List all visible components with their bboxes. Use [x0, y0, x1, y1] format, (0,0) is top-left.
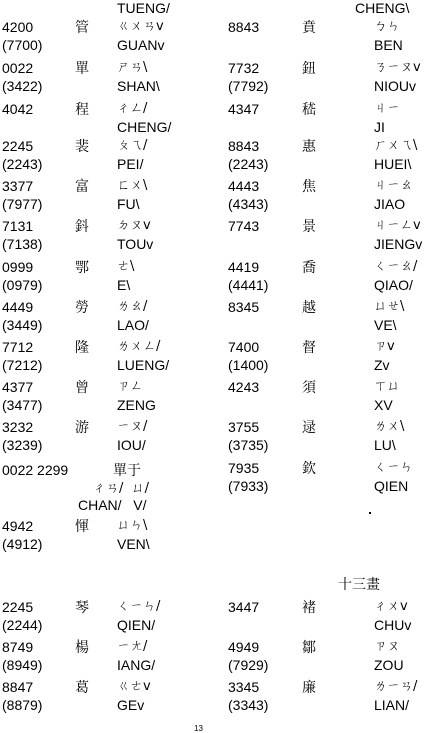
entry [226, 58, 432, 100]
entry-code-alt: (7792) [228, 78, 269, 94]
entry-code-alt: (3477) [2, 397, 43, 413]
entry-zhuyin: ㄑㄧㄠ/ [374, 259, 418, 274]
entry-code: 7935 [228, 460, 260, 476]
entry [0, 677, 216, 719]
entry-zhuyin: ㄌㄠ/ [117, 299, 148, 314]
entry-character: 鄒 [302, 640, 316, 656]
entry-code: 4200 [2, 19, 34, 35]
entry-code-alt: (1400) [228, 357, 269, 373]
entry [0, 216, 216, 258]
entry [0, 136, 216, 178]
entry-code: 4243 [228, 379, 260, 395]
entry-zhuyin: ㄉㄡv [117, 218, 151, 233]
entry-zhuyin: ㄋㄧㄡv [374, 60, 421, 75]
entry-romanization: PEI/ [117, 156, 144, 172]
entry [0, 597, 216, 639]
entry-code-alt: (7929) [228, 657, 269, 673]
entry-code: 0022 2299 [2, 462, 69, 478]
entry-character: 須 [302, 380, 316, 396]
entry [0, 516, 216, 558]
entry-zhuyin: ㄗv [374, 339, 395, 354]
entry [0, 17, 216, 59]
entry-code-alt: (7933) [228, 478, 269, 494]
entry-romanization: QIEN [374, 478, 409, 494]
entry-character: 程 [75, 102, 89, 118]
entry [226, 337, 432, 379]
entry-character: 惲 [75, 519, 89, 535]
entry [226, 597, 432, 639]
entry-character: 富 [75, 179, 89, 195]
entry-character: 隆 [75, 340, 89, 356]
continuation-left: TUENG/ [117, 0, 170, 16]
entry-character: 勞 [75, 300, 89, 316]
entry [226, 136, 432, 178]
speck-mark [369, 512, 371, 514]
entry-romanization: SHAN\ [117, 78, 160, 94]
entry-character: 惠 [302, 139, 316, 155]
entry [226, 297, 432, 339]
entry-character: 欽 [302, 461, 316, 477]
entry-romanization: QIAO/ [374, 277, 413, 293]
entry [226, 637, 432, 679]
entry-character: 曾 [75, 380, 89, 396]
entry-code: 8843 [228, 19, 260, 35]
entry-romanization: VEN\ [117, 536, 150, 552]
entry-character: 葛 [75, 680, 89, 696]
page-number: 13 [194, 724, 203, 733]
entry-character: 單 [75, 61, 89, 77]
entry [0, 637, 216, 679]
entry-code-alt: (3343) [228, 697, 269, 713]
entry-code: 2245 [2, 599, 34, 615]
entry [0, 176, 216, 218]
entry-romanization: JIAO [374, 196, 406, 212]
entry-code-alt: (3239) [2, 437, 43, 453]
entry-character: 嵇 [302, 102, 316, 118]
entry [0, 417, 216, 459]
entry-zhuyin: ㄌㄨㄥ/ [117, 339, 161, 354]
entry-character: 焦 [302, 179, 316, 195]
entry-code: 4949 [228, 639, 260, 655]
entry-code-alt: (8949) [2, 657, 43, 673]
entry-code: 4449 [2, 299, 34, 315]
entry-code-alt: (4912) [2, 536, 43, 552]
entry-zhuyin: ㄏㄨㄟ\ [374, 138, 418, 153]
entry [226, 216, 432, 258]
entry-code: 4042 [2, 101, 34, 117]
entry-code: 3377 [2, 178, 34, 194]
entry [0, 257, 216, 299]
entry-romanization: LIAN/ [374, 697, 410, 713]
entry-romanization: JI [374, 119, 385, 135]
entry-zhuyin: ㄔㄢ/ ㄩ/ [93, 481, 150, 496]
entry-zhuyin: ㄑㄧㄣ/ [117, 599, 161, 614]
entry-code: 3447 [228, 599, 260, 615]
entry-code-alt: (3449) [2, 317, 43, 333]
entry-zhuyin: ㄜ\ [117, 259, 135, 274]
entry-zhuyin: ㄈㄨ\ [117, 178, 148, 193]
entry-code: 8843 [228, 138, 260, 154]
entry-zhuyin: ㄆㄟ/ [117, 138, 148, 153]
entry [0, 377, 216, 419]
entry-zhuyin: ㄗㄡ [374, 639, 401, 654]
entry-code: 4419 [228, 259, 260, 275]
entry-code-alt: (2243) [228, 156, 269, 172]
entry-code: 0022 [2, 60, 34, 76]
entry-romanization: IOU/ [117, 437, 146, 453]
entry [0, 337, 216, 379]
entry-romanization: CHUv [374, 617, 412, 633]
entry-romanization: JIENGv [374, 236, 423, 252]
entry-zhuyin: ㄧㄤ/ [117, 639, 148, 654]
entry-romanization: CHENG/ [117, 119, 172, 135]
entry [0, 58, 216, 100]
entry-code-alt: (3735) [228, 437, 269, 453]
entry-code: 4347 [228, 101, 260, 117]
entry-romanization: VE\ [374, 317, 397, 333]
entry-code: 7400 [228, 339, 260, 355]
entry-romanization: ZENG [117, 397, 156, 413]
stroke-count-heading: 十三畫 [338, 577, 380, 593]
entry-character: 督 [302, 340, 316, 356]
entry-romanization: HUEI\ [374, 156, 412, 172]
entry [226, 417, 432, 459]
entry-zhuyin: ㄌㄧㄢ/ [374, 679, 418, 694]
entry-code: 7743 [228, 218, 260, 234]
entry-zhuyin: ㄔㄨv [374, 599, 408, 614]
entry-code-alt: (7700) [2, 37, 43, 53]
entry-character: 逯 [302, 420, 316, 436]
entry-zhuyin: ㄐㄧ [374, 101, 401, 116]
entry-code-alt: (2243) [2, 156, 43, 172]
entry-romanization: TOUv [117, 236, 154, 252]
entry-code: 7732 [228, 60, 260, 76]
entry [226, 458, 432, 500]
entry [226, 257, 432, 299]
entry-character: 游 [75, 420, 89, 436]
continuation-right: CHENG\ [355, 0, 410, 16]
entry-code-alt: (7212) [2, 357, 43, 373]
entry-code-alt: (4441) [228, 277, 269, 293]
entry-code-alt: (8879) [2, 697, 43, 713]
entry-romanization: ZOU [374, 657, 404, 673]
entry-romanization: NIOUv [374, 78, 416, 94]
entry-romanization: GEv [117, 697, 145, 713]
entry-romanization: XV [374, 397, 393, 413]
entry-code-alt: (2244) [2, 617, 43, 633]
entry-zhuyin: ㄧㄡ/ [117, 419, 148, 434]
entry-code: 3345 [228, 679, 260, 695]
entry-code-alt: (4343) [228, 196, 269, 212]
entry-zhuyin: ㄕㄢ\ [117, 60, 148, 75]
entry-code-alt: (7138) [2, 236, 43, 252]
entry-code: 7712 [2, 339, 34, 355]
entry-romanization: QIEN/ [117, 617, 156, 633]
entry-romanization: FU\ [117, 196, 140, 212]
entry-romanization: CHAN/ V/ [78, 497, 147, 513]
entry-code-alt: (7977) [2, 196, 43, 212]
entry-zhuyin: ㄩㄝ\ [374, 299, 405, 314]
entry-romanization: LUENG/ [117, 357, 170, 373]
entry-zhuyin: ㄍㄜv [117, 679, 151, 694]
entry-zhuyin: ㄍㄨㄢv [117, 19, 164, 34]
entry-zhuyin: ㄒㄩ [374, 379, 401, 394]
entry-character: 裴 [75, 139, 89, 155]
entry-zhuyin: ㄐㄧㄠ [374, 178, 414, 193]
entry-code-alt: (3422) [2, 78, 43, 94]
entry-code: 8749 [2, 639, 34, 655]
entry-character: 鈕 [302, 61, 316, 77]
entry-code: 2245 [2, 138, 34, 154]
entry [226, 99, 432, 141]
entry-character: 褚 [302, 600, 316, 616]
entry-zhuyin: ㄑㄧㄣ [374, 460, 414, 475]
entry-zhuyin: ㄅㄣ [374, 19, 401, 34]
entry-character: 琴 [75, 600, 89, 616]
entry-character: 鄂 [75, 260, 89, 276]
entry-romanization: BEN [374, 37, 403, 53]
entry [226, 377, 432, 419]
entry-zhuyin: ㄌㄨ\ [374, 419, 405, 434]
entry-code: 3232 [2, 419, 34, 435]
compound-entry [0, 460, 216, 512]
entry-code: 8847 [2, 679, 34, 695]
entry-code: 4443 [228, 178, 260, 194]
entry-character: 越 [302, 300, 316, 316]
entry-romanization: IANG/ [117, 657, 156, 673]
entry-romanization: Zv [374, 357, 390, 373]
entry-code: 7131 [2, 218, 34, 234]
entry-character: 賁 [302, 20, 316, 36]
entry-code: 8345 [228, 299, 260, 315]
entry-zhuyin: ㄗㄥ [117, 379, 144, 394]
entry-character: 管 [75, 20, 89, 36]
entry-zhuyin: ㄔㄥ/ [117, 101, 148, 116]
entry-code: 0999 [2, 259, 34, 275]
entry [226, 17, 432, 59]
entry-code: 3755 [228, 419, 260, 435]
entry-zhuyin: ㄩㄣ\ [117, 518, 148, 533]
entry-character: 喬 [302, 260, 316, 276]
entry-zhuyin: ㄐㄧㄥv [374, 218, 421, 233]
entry-code: 4377 [2, 379, 34, 395]
entry [0, 99, 216, 141]
entry [226, 176, 432, 218]
entry-romanization: E\ [117, 277, 131, 293]
entry [0, 297, 216, 339]
entry-characters: 單于 [113, 463, 141, 479]
entry-romanization: GUANv [117, 37, 165, 53]
entry-romanization: LAO/ [117, 317, 149, 333]
entry-romanization: LU\ [374, 437, 396, 453]
entry-character: 廉 [302, 680, 316, 696]
entry-character: 鈄 [75, 219, 89, 235]
entry-character: 楊 [75, 640, 89, 656]
entry-code-alt: (0979) [2, 277, 43, 293]
entry-character: 景 [302, 219, 316, 235]
entry-code: 4942 [2, 518, 34, 534]
entry [226, 677, 432, 719]
